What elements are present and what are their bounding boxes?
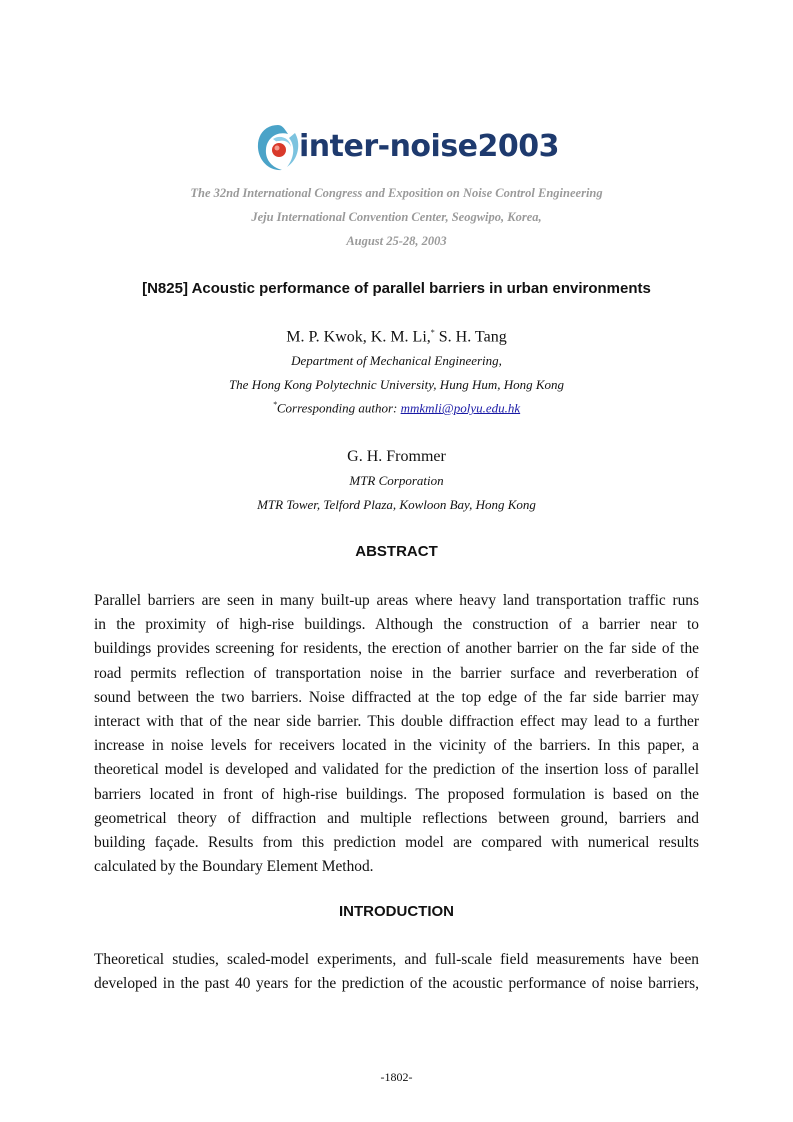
conference-dates: August 25-28, 2003 <box>346 234 447 248</box>
swirl-logo-icon <box>255 121 301 175</box>
corresponding-author <box>0 400 793 416</box>
conference-venue: Jeju International Convention Center, Seogwipo, Korea, <box>251 210 542 224</box>
abstract-line: increase in noise levels for receivers located in the vicinity of the barriers. In this paper, a <box>94 737 699 755</box>
abstract-line: road permits reflection of transportation noise in the barrier surface and reverberation of <box>94 664 699 682</box>
conference-logo <box>255 121 560 175</box>
abstract-line: Parallel barriers are seen in many built-up areas where heavy land transportation traffic runs <box>94 592 699 609</box>
introduction-body <box>94 948 699 996</box>
introduction-heading: INTRODUCTION <box>339 903 454 920</box>
affiliation-university: The Hong Kong Polytechnic University, Hung Hum, Hong Kong <box>228 377 565 392</box>
corresponding-mark: * <box>430 328 435 337</box>
abstract-heading: ABSTRACT <box>355 543 438 560</box>
affiliation-department: Department of Mechanical Engineering, <box>291 353 502 368</box>
introduction-line: Theoretical studies, scaled-model experiments, and full-scale field measurements have been <box>94 951 699 968</box>
author-email-link[interactable]: mmkmli@polyu.edu.hk <box>400 400 521 416</box>
paper-title: [N825] Acoustic performance of parallel barriers in urban environments <box>142 280 651 297</box>
author-names: M. P. Kwok, K. M. Li, <box>286 328 431 346</box>
abstract-line: sound between the two barriers. Noise diffracted at the top edge of the far side barrier may <box>94 688 699 706</box>
corresponding-mark-2: * <box>272 400 277 409</box>
abstract-line: calculated by the Boundary Element Method. <box>94 858 374 876</box>
abstract-line: barriers located in front of high-rise buildings. The proposed formulation is based on the <box>94 785 699 803</box>
abstract-line: theoretical model is developed and validated for the prediction of the insertion loss of parallel <box>94 761 699 779</box>
author-names-tail: S. H. Tang <box>434 328 507 346</box>
introduction-line: developed in the past 40 years for the prediction of the acoustic performance of noise barriers, <box>94 975 699 993</box>
abstract-line: geometrical theory of diffraction and multiple reflections between ground, barriers and <box>94 809 699 827</box>
conference-name: The 32nd International Congress and Exposition on Noise Control Engineering <box>190 186 603 200</box>
author-list-2: G. H. Frommer <box>347 448 446 465</box>
affiliation-address: MTR Tower, Telford Plaza, Kowloon Bay, Hong Kong <box>257 497 536 512</box>
abstract-line: interact with that of the near side barrier. This double diffraction effect may lead to a further <box>94 713 699 731</box>
abstract-body <box>94 589 699 879</box>
logo-wordmark: inter-noise2003 <box>299 129 560 164</box>
corresponding-label: Corresponding author: <box>276 400 401 416</box>
abstract-line: building façade. Results from this prediction model are compared with numerical results <box>94 834 699 852</box>
author-list-1 <box>0 328 793 346</box>
affiliation-company: MTR Corporation <box>349 473 444 488</box>
abstract-line: in the proximity of high-rise buildings. Although the construction of a barrier near to <box>94 616 699 634</box>
abstract-line: buildings provides screening for residents, the erection of another barrier on the far side of the <box>94 640 699 658</box>
page-number: -1802- <box>380 1070 413 1084</box>
